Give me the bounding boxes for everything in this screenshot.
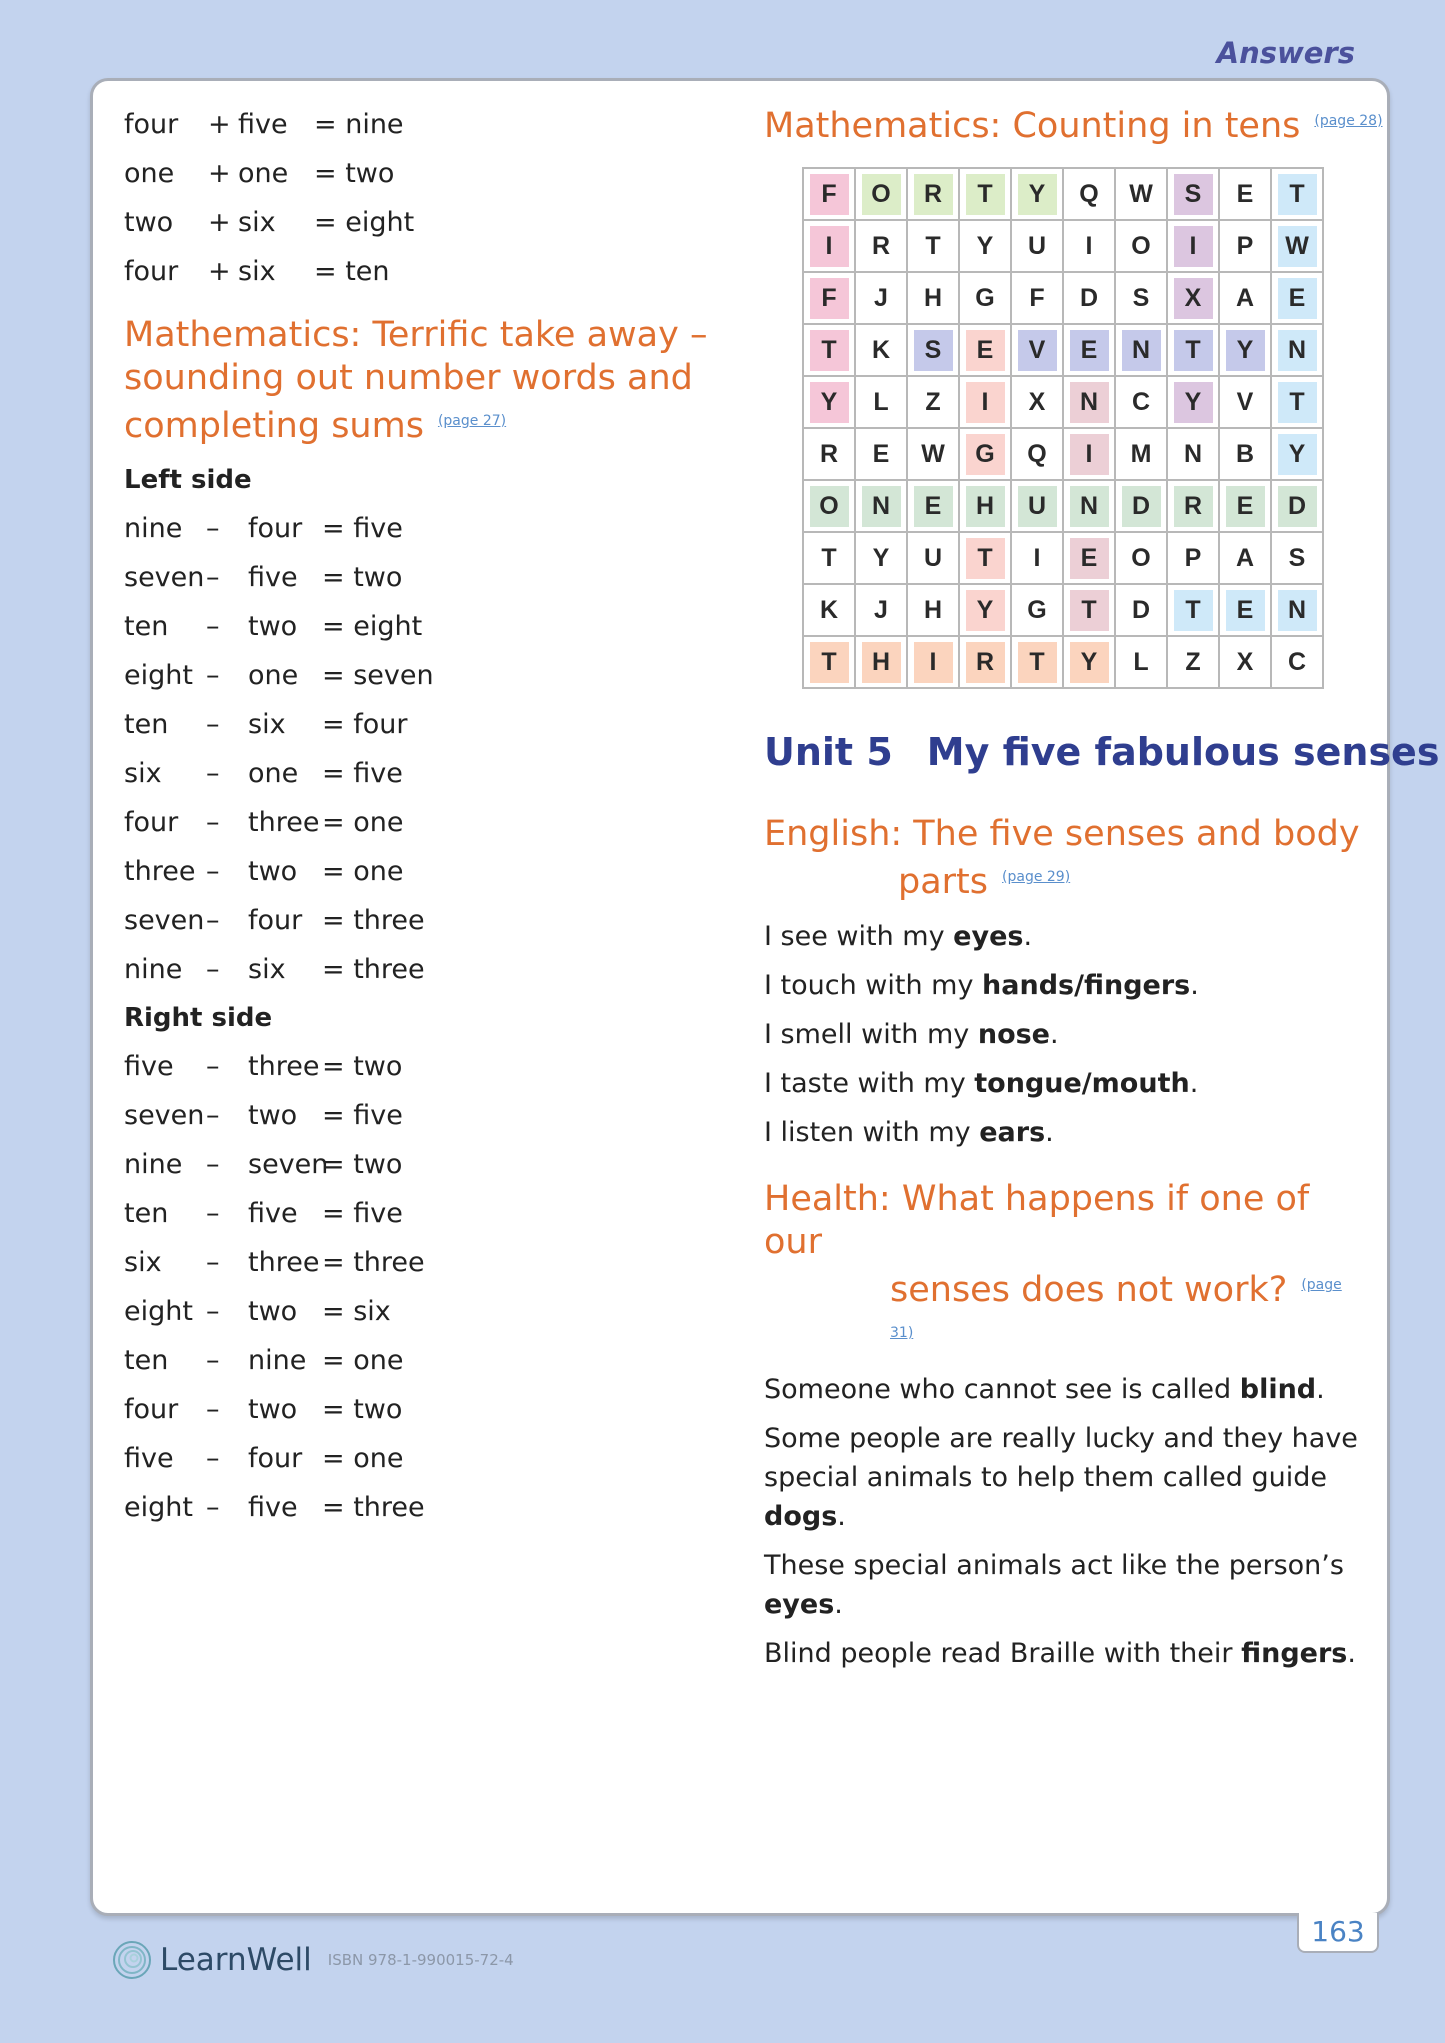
equation-r: = seven [322, 660, 434, 691]
equation-op: – [206, 905, 220, 936]
equation-b: two [248, 1100, 298, 1131]
page-number: 163 [1297, 1913, 1379, 1953]
word-search-grid [802, 167, 1324, 689]
equation-r: = three [322, 954, 425, 985]
equation-a: ten [124, 611, 169, 642]
equation-r: = ten [314, 256, 390, 287]
equation-op: – [206, 660, 220, 691]
equation-row [124, 1140, 724, 1189]
grid-cell: Y [855, 532, 907, 584]
equation-row [124, 1385, 724, 1434]
equation-op: – [206, 562, 220, 593]
grid-cell: H [855, 636, 907, 688]
grid-cell: Y [803, 376, 855, 428]
unit-number: Unit 5 [764, 730, 893, 774]
equation-row [124, 1091, 724, 1140]
equation-a: nine [124, 513, 183, 544]
equation-row [124, 700, 724, 749]
equation-a: five [124, 1051, 174, 1082]
grid-cell: O [1115, 532, 1167, 584]
equation-op: – [206, 954, 220, 985]
addition-list [124, 100, 724, 296]
grid-cell: I [1063, 428, 1115, 480]
equation-row [124, 602, 724, 651]
grid-cell: H [907, 584, 959, 636]
equation-row [124, 1238, 724, 1287]
health-paragraph: Blind people read Braille with their fingers. [764, 1638, 1356, 1669]
equation-a: four [124, 256, 179, 287]
equation-op: – [206, 709, 220, 740]
equation-r: = five [322, 513, 403, 544]
grid-cell: I [1167, 220, 1219, 272]
equation-row [124, 504, 724, 553]
equation-row [124, 749, 724, 798]
equation-b: five [248, 1492, 298, 1523]
grid-cell: E [855, 428, 907, 480]
grid-cell: M [1115, 428, 1167, 480]
grid-cell: P [1219, 220, 1271, 272]
grid-cell: W [907, 428, 959, 480]
page-ref-link[interactable]: (page 29) [1002, 869, 1071, 885]
grid-cell: I [907, 636, 959, 688]
equation-row [124, 198, 724, 247]
equation-r: = one [322, 1345, 404, 1376]
equation-row [124, 100, 724, 149]
sense-line: I touch with my hands/fingers. [764, 970, 1199, 1001]
grid-cell: I [1011, 532, 1063, 584]
health-paragraph: These special animals act like the person’s eyes. [764, 1550, 1344, 1620]
equation-a: seven [124, 1100, 205, 1131]
left-side-label: Left side [124, 465, 252, 495]
grid-cell: S [1271, 532, 1323, 584]
grid-cell: T [1271, 376, 1323, 428]
page-ref-link[interactable]: (page 27) [437, 413, 507, 429]
equation-op: – [206, 1247, 220, 1278]
equation-row [124, 945, 724, 994]
grid-cell: A [1219, 272, 1271, 324]
grid-cell: H [959, 480, 1011, 532]
grid-cell: B [1219, 428, 1271, 480]
grid-row [803, 376, 1323, 428]
grid-cell: W [1115, 168, 1167, 220]
right-side-label: Right side [124, 1003, 273, 1033]
grid-cell: D [1063, 272, 1115, 324]
equation-row [124, 1434, 724, 1483]
grid-cell: P [1167, 532, 1219, 584]
equation-a: four [124, 1394, 179, 1425]
grid-cell: T [959, 532, 1011, 584]
page-ref-link[interactable]: (page 31) [890, 1277, 1342, 1341]
equation-op: – [206, 1492, 220, 1523]
equation-op: + [208, 256, 231, 287]
equation-op: – [206, 1443, 220, 1474]
right-side-list [124, 1042, 724, 1532]
answer-word: tongue/mouth [974, 1068, 1190, 1099]
grid-row [803, 532, 1323, 584]
sense-line: I see with my eyes. [764, 921, 1033, 952]
grid-cell: E [1219, 480, 1271, 532]
grid-cell: Q [1063, 168, 1115, 220]
equation-r: = nine [314, 109, 404, 140]
grid-cell: Y [1219, 324, 1271, 376]
grid-cell: E [1219, 584, 1271, 636]
equation-a: nine [124, 954, 183, 985]
answer-word: hands/fingers [982, 970, 1191, 1001]
grid-row [803, 584, 1323, 636]
grid-row [803, 272, 1323, 324]
grid-cell: T [803, 636, 855, 688]
answer-word: nose [977, 1019, 1050, 1050]
equation-op: + [208, 109, 231, 140]
grid-cell: R [907, 168, 959, 220]
equation-b: five [248, 1198, 298, 1229]
grid-cell: T [1167, 584, 1219, 636]
grid-cell: C [1271, 636, 1323, 688]
equation-row [124, 553, 724, 602]
grid-cell: R [855, 220, 907, 272]
equation-op: – [206, 758, 220, 789]
grid-cell: T [1167, 324, 1219, 376]
equation-b: two [248, 611, 298, 642]
grid-cell: X [1219, 636, 1271, 688]
equation-op: – [206, 1345, 220, 1376]
grid-cell: I [1063, 220, 1115, 272]
grid-cell: T [959, 168, 1011, 220]
takeaway-title: Mathematics: Terrific take away – sounding out number words and completing sums $^{(page 27)}$ [124, 315, 708, 446]
equation-b: three [248, 1051, 320, 1082]
equation-b: two [248, 1296, 298, 1327]
grid-cell: V [1219, 376, 1271, 428]
equation-b: three [248, 807, 320, 838]
equation-op: – [206, 856, 220, 887]
equation-row [124, 149, 724, 198]
equation-row [124, 1189, 724, 1238]
grid-cell: K [803, 584, 855, 636]
equation-op: – [206, 807, 220, 838]
grid-cell: L [855, 376, 907, 428]
equation-r: = three [322, 905, 425, 936]
equation-r: = five [322, 1198, 403, 1229]
health-section [764, 1178, 1364, 1683]
equation-row [124, 1042, 724, 1091]
counting-title: Mathematics: Counting in tens $^{(page 28)}$ [764, 106, 1383, 146]
equation-row [124, 651, 724, 700]
equation-b: two [248, 1394, 298, 1425]
answer-word: ears [979, 1117, 1046, 1148]
equation-r: = three [322, 1247, 425, 1278]
unit-title: My five fabulous senses [926, 730, 1440, 774]
equation-b: nine [248, 1345, 307, 1376]
answer-word: fingers [1241, 1638, 1348, 1669]
footer-logo [112, 1940, 514, 1980]
equation-r: = two [322, 562, 403, 593]
sense-line: I smell with my nose. [764, 1019, 1059, 1050]
equation-a: four [124, 807, 179, 838]
grid-cell: R [803, 428, 855, 480]
grid-cell: E [1271, 272, 1323, 324]
sense-line: I taste with my tongue/mouth. [764, 1068, 1199, 1099]
answer-word: dogs [764, 1501, 838, 1532]
isbn: ISBN 978-1-990015-72-4 [327, 1951, 514, 1969]
grid-cell: Y [1167, 376, 1219, 428]
grid-cell: S [1167, 168, 1219, 220]
page-ref-link[interactable]: (page 28) [1314, 113, 1383, 129]
equation-r: = two [314, 158, 395, 189]
equation-r: = two [322, 1051, 403, 1082]
equation-r: = three [322, 1492, 425, 1523]
equation-r: = two [322, 1149, 403, 1180]
grid-row [803, 168, 1323, 220]
equation-b: four [248, 513, 303, 544]
equation-op: – [206, 513, 220, 544]
equation-a: eight [124, 1492, 193, 1523]
equation-b: four [248, 1443, 303, 1474]
grid-cell: G [959, 428, 1011, 480]
grid-cell: D [1115, 480, 1167, 532]
equation-op: – [206, 1296, 220, 1327]
equation-b: five [238, 109, 288, 140]
equation-b: three [248, 1247, 320, 1278]
grid-cell: E [1063, 324, 1115, 376]
grid-cell: N [1063, 480, 1115, 532]
grid-row [803, 220, 1323, 272]
grid-cell: K [855, 324, 907, 376]
equation-b: one [238, 158, 289, 189]
grid-cell: N [1063, 376, 1115, 428]
equation-a: ten [124, 709, 169, 740]
grid-row [803, 480, 1323, 532]
equation-b: six [248, 709, 286, 740]
equation-op: + [208, 158, 231, 189]
equation-a: six [124, 1247, 162, 1278]
grid-cell: T [1011, 636, 1063, 688]
grid-cell: H [907, 272, 959, 324]
equation-r: = one [322, 856, 404, 887]
grid-cell: U [907, 532, 959, 584]
grid-cell: S [907, 324, 959, 376]
grid-cell: O [803, 480, 855, 532]
grid-cell: Y [959, 584, 1011, 636]
equation-b: six [238, 256, 276, 287]
grid-cell: L [1115, 636, 1167, 688]
grid-cell: O [1115, 220, 1167, 272]
equation-b: seven [248, 1149, 329, 1180]
equation-a: four [124, 109, 179, 140]
grid-cell: X [1167, 272, 1219, 324]
grid-cell: E [907, 480, 959, 532]
equation-a: six [124, 758, 162, 789]
grid-cell: D [1115, 584, 1167, 636]
learnwell-swirl-icon [112, 1940, 152, 1980]
equation-op: – [206, 611, 220, 642]
right-column [764, 100, 1383, 148]
equation-r: = eight [314, 207, 415, 238]
grid-cell: T [803, 324, 855, 376]
grid-row [803, 428, 1323, 480]
grid-cell: F [1011, 272, 1063, 324]
equation-op: – [206, 1198, 220, 1229]
grid-row [803, 636, 1323, 688]
equation-op: – [206, 1051, 220, 1082]
grid-cell: T [803, 532, 855, 584]
grid-cell: G [1011, 584, 1063, 636]
grid-cell: U [1011, 480, 1063, 532]
equation-r: = four [322, 709, 408, 740]
equation-row [124, 1287, 724, 1336]
equation-r: = five [322, 758, 403, 789]
equation-r: = one [322, 1443, 404, 1474]
equation-r: = two [322, 1394, 403, 1425]
equation-b: one [248, 758, 299, 789]
equation-op: – [206, 1394, 220, 1425]
equation-r: = one [322, 807, 404, 838]
grid-cell: C [1115, 376, 1167, 428]
grid-cell: D [1271, 480, 1323, 532]
equation-a: one [124, 158, 175, 189]
equation-row [124, 247, 724, 296]
health-paragraphs [764, 1370, 1364, 1673]
equation-a: three [124, 856, 196, 887]
senses-list [764, 912, 1384, 1157]
equation-row [124, 798, 724, 847]
equation-b: six [238, 207, 276, 238]
equation-a: ten [124, 1345, 169, 1376]
left-column [124, 100, 724, 1532]
grid-cell: A [1219, 532, 1271, 584]
grid-cell: N [1271, 584, 1323, 636]
grid-cell: J [855, 272, 907, 324]
equation-r: = six [322, 1296, 391, 1327]
equation-a: eight [124, 660, 193, 691]
running-head: Answers [1216, 36, 1355, 70]
answer-word: eyes [764, 1589, 835, 1620]
equation-op: – [206, 1100, 220, 1131]
grid-cell: N [1167, 428, 1219, 480]
grid-cell: Z [1167, 636, 1219, 688]
grid-cell: G [959, 272, 1011, 324]
english-title: English: The five senses and body parts $^{(page 29)}$ [764, 814, 1360, 902]
grid-cell: N [1115, 324, 1167, 376]
grid-cell: Z [907, 376, 959, 428]
grid-cell: I [803, 220, 855, 272]
grid-cell: Q [1011, 428, 1063, 480]
grid-cell: Y [1271, 428, 1323, 480]
equation-row [124, 896, 724, 945]
grid-cell: T [1271, 168, 1323, 220]
equation-a: seven [124, 562, 205, 593]
unit-heading [764, 730, 1439, 774]
equation-r: = eight [322, 611, 423, 642]
grid-cell: R [959, 636, 1011, 688]
equation-a: ten [124, 1198, 169, 1229]
grid-row [803, 324, 1323, 376]
grid-cell: S [1115, 272, 1167, 324]
equation-r: = five [322, 1100, 403, 1131]
grid-cell: Y [1011, 168, 1063, 220]
grid-cell: F [803, 272, 855, 324]
equation-row [124, 1483, 724, 1532]
equation-op: – [206, 1149, 220, 1180]
grid-cell: N [1271, 324, 1323, 376]
grid-cell: E [1219, 168, 1271, 220]
grid-cell: Y [959, 220, 1011, 272]
grid-cell: W [1271, 220, 1323, 272]
equation-b: six [248, 954, 286, 985]
english-section [764, 813, 1384, 1157]
grid-cell: Y [1063, 636, 1115, 688]
equation-b: four [248, 905, 303, 936]
equation-row [124, 847, 724, 896]
equation-a: eight [124, 1296, 193, 1327]
equation-a: nine [124, 1149, 183, 1180]
grid-cell: U [1011, 220, 1063, 272]
grid-cell: E [1063, 532, 1115, 584]
left-side-list [124, 504, 724, 994]
answer-word: eyes [953, 921, 1024, 952]
sense-line: I listen with my ears. [764, 1117, 1054, 1148]
health-paragraph: Someone who cannot see is called blind. [764, 1374, 1325, 1405]
grid-cell: E [959, 324, 1011, 376]
grid-cell: I [959, 376, 1011, 428]
equation-b: two [248, 856, 298, 887]
grid-cell: T [1063, 584, 1115, 636]
logo-wordmark: LearnWell [160, 1942, 312, 1978]
grid-cell: O [855, 168, 907, 220]
grid-cell: V [1011, 324, 1063, 376]
equation-row [124, 1336, 724, 1385]
equation-a: five [124, 1443, 174, 1474]
grid-cell: F [803, 168, 855, 220]
equation-b: five [248, 562, 298, 593]
equation-a: two [124, 207, 174, 238]
health-paragraph: Some people are really lucky and they have special animals to help them called guide dogs. [764, 1423, 1358, 1532]
grid-cell: X [1011, 376, 1063, 428]
grid-cell: J [855, 584, 907, 636]
answer-word: blind [1239, 1374, 1317, 1405]
grid-cell: R [1167, 480, 1219, 532]
equation-op: + [208, 207, 231, 238]
health-title: Health: What happens if one of our senses does not work? $^{(page 31)}$ [764, 1179, 1342, 1341]
equation-b: one [248, 660, 299, 691]
equation-a: seven [124, 905, 205, 936]
grid-cell: T [907, 220, 959, 272]
grid-cell: N [855, 480, 907, 532]
